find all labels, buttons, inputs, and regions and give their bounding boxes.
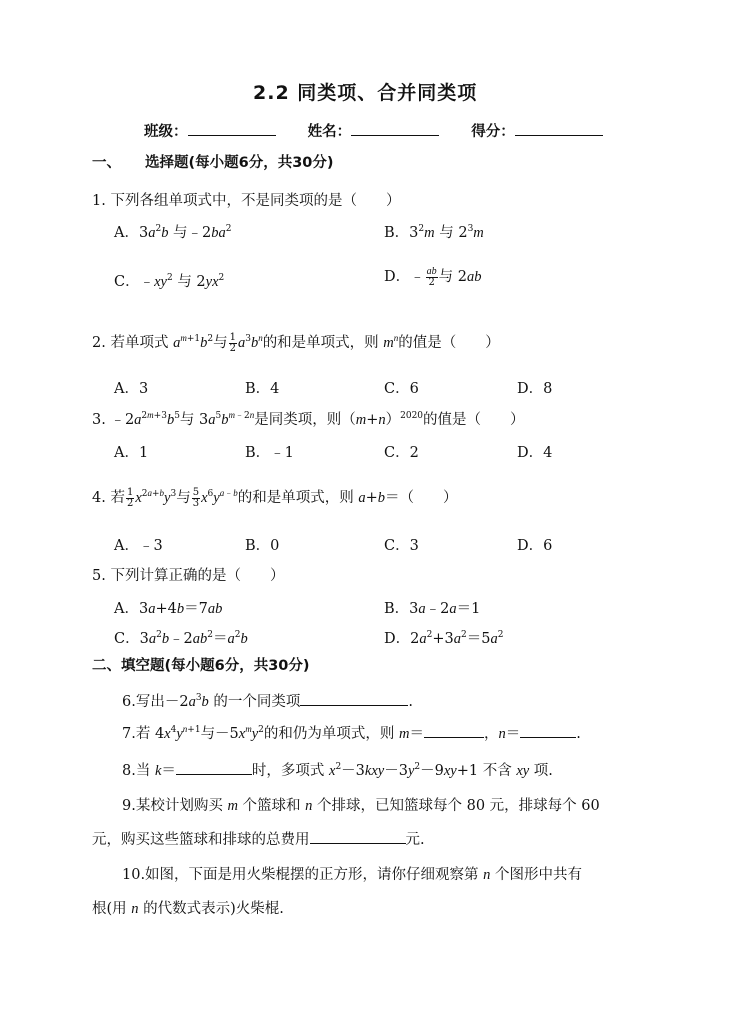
q3-option-a[interactable]: A．1 <box>114 445 149 461</box>
q3-stem: 3. $﹣2a^{2m+3}b^5$与 $3a^5b^{m﹣2n}$是同类项，则$(m+n)^{2020}$的值是（ ） <box>92 410 525 428</box>
score-blank[interactable] <box>515 121 603 136</box>
q4-option-a[interactable]: A．﹣3 <box>114 538 163 554</box>
q2-option-c[interactable]: C．6 <box>384 381 419 397</box>
q2-stem: 2. 若单项式 $a^{m+1}b^2$与 $\frac{1}{2}$ $a^3b^n$的和是单项式，则 $m^n$的值是（ ） <box>92 331 500 354</box>
q9-line1: 9.某校计划购买 m 个篮球和 n 个排球，已知篮球每个 80 元，排球每个 60 <box>122 798 600 814</box>
class-blank[interactable] <box>188 121 276 136</box>
name-label: 姓名： <box>307 124 352 140</box>
header-row <box>144 120 603 141</box>
q5-option-a[interactable]: A．3a+4b＝7ab <box>114 601 223 617</box>
q5-option-b[interactable]: B．3a﹣2a＝1 <box>384 601 481 617</box>
q1-option-c[interactable] <box>114 270 224 291</box>
class-label: 班级： <box>144 124 188 140</box>
score-label: 得分： <box>471 124 515 140</box>
q5-stem: 5. 下列计算正确的是（ ） <box>92 568 285 584</box>
q6-blank[interactable] <box>300 691 408 706</box>
q1-stem: 1. 下列各组单项式中，不是同类项的是（ ） <box>92 193 401 209</box>
q8: 8.当 k＝ 时，多项式 $x^2-3kxy-3y^2-9xy+1$ 不含 xy 项. <box>122 762 553 779</box>
q4-stem: 4. 若 $\frac{1}{2}$ $x^{2a+b}y^3$与 $\frac{5}{3}$ $x^6y^{a﹣b}$的和是单项式，则 a+b＝（ ） <box>92 486 458 509</box>
section1-title: 选择题(每小题6分，共30分) <box>145 155 334 171</box>
q3-option-b[interactable]: B．﹣1 <box>245 445 294 461</box>
q1-a-math: $3a^2b$ 与$﹣2ba^2$ <box>138 224 232 241</box>
q2-option-d[interactable]: D．8 <box>517 381 553 397</box>
q3-option-c[interactable]: C．2 <box>384 445 419 461</box>
q3-option-d[interactable]: D．4 <box>517 445 553 461</box>
q7: 7.若 $4x^4y^{n+1}$与$-5x^my^2$的和仍为单项式，则 m＝ ，n＝ . <box>122 724 581 742</box>
q1-c-math: $﹣xy^2$ 与 $2yx^2$ <box>139 273 225 290</box>
section2-heading: 二、填空题(每小题6分，共30分) <box>92 658 310 674</box>
q1-option-d[interactable] <box>384 265 481 288</box>
q1-d-math: ﹣ $\frac{ab}{2}$ 与 2ab <box>410 265 482 288</box>
q7-blank-m[interactable] <box>424 723 484 738</box>
q9-blank[interactable] <box>310 829 406 844</box>
q7-blank-n[interactable] <box>520 723 576 738</box>
section1-number: 一、 <box>92 155 121 171</box>
page-title: 2.2 同类项、合并同类项 <box>253 82 478 104</box>
q10-line1: 10.如图，下面是用火柴棍摆的正方形，请你仔细观察第 n 个图形中共有 <box>122 867 583 883</box>
q4-option-c[interactable]: C．3 <box>384 538 419 554</box>
section1-heading <box>92 151 334 172</box>
q5-option-d[interactable]: D．$2a^2+3a^2=5a^2$ <box>384 630 504 647</box>
q4-option-b[interactable]: B．0 <box>245 538 280 554</box>
q1-b-label: B． <box>384 225 410 241</box>
q1-a-label: A． <box>114 225 139 241</box>
q4-option-d[interactable]: D．6 <box>517 538 553 554</box>
q9-line2: 元，购买这些篮球和排球的总费用 元. <box>92 828 425 849</box>
q1-d-label: D． <box>384 269 411 285</box>
q8-blank[interactable] <box>176 760 252 775</box>
q2-option-b[interactable]: B．4 <box>245 381 280 397</box>
q6: 6.写出$-2a^3b$ 的一个同类项 . <box>122 693 414 710</box>
q10-line2: 根(用 n 的代数式表示)火柴棍. <box>92 901 284 917</box>
q1-option-b[interactable] <box>384 221 484 242</box>
q2-option-a[interactable]: A．3 <box>114 381 149 397</box>
q1-b-math: $3^2m$ 与 $2^3m$ <box>409 224 484 241</box>
q5-option-c[interactable]: C．$3a^2b﹣2ab^2=a^2b$ <box>114 630 248 647</box>
name-blank[interactable] <box>351 121 439 136</box>
q1-option-a[interactable] <box>114 221 232 242</box>
q1-c-label: C． <box>114 274 140 290</box>
